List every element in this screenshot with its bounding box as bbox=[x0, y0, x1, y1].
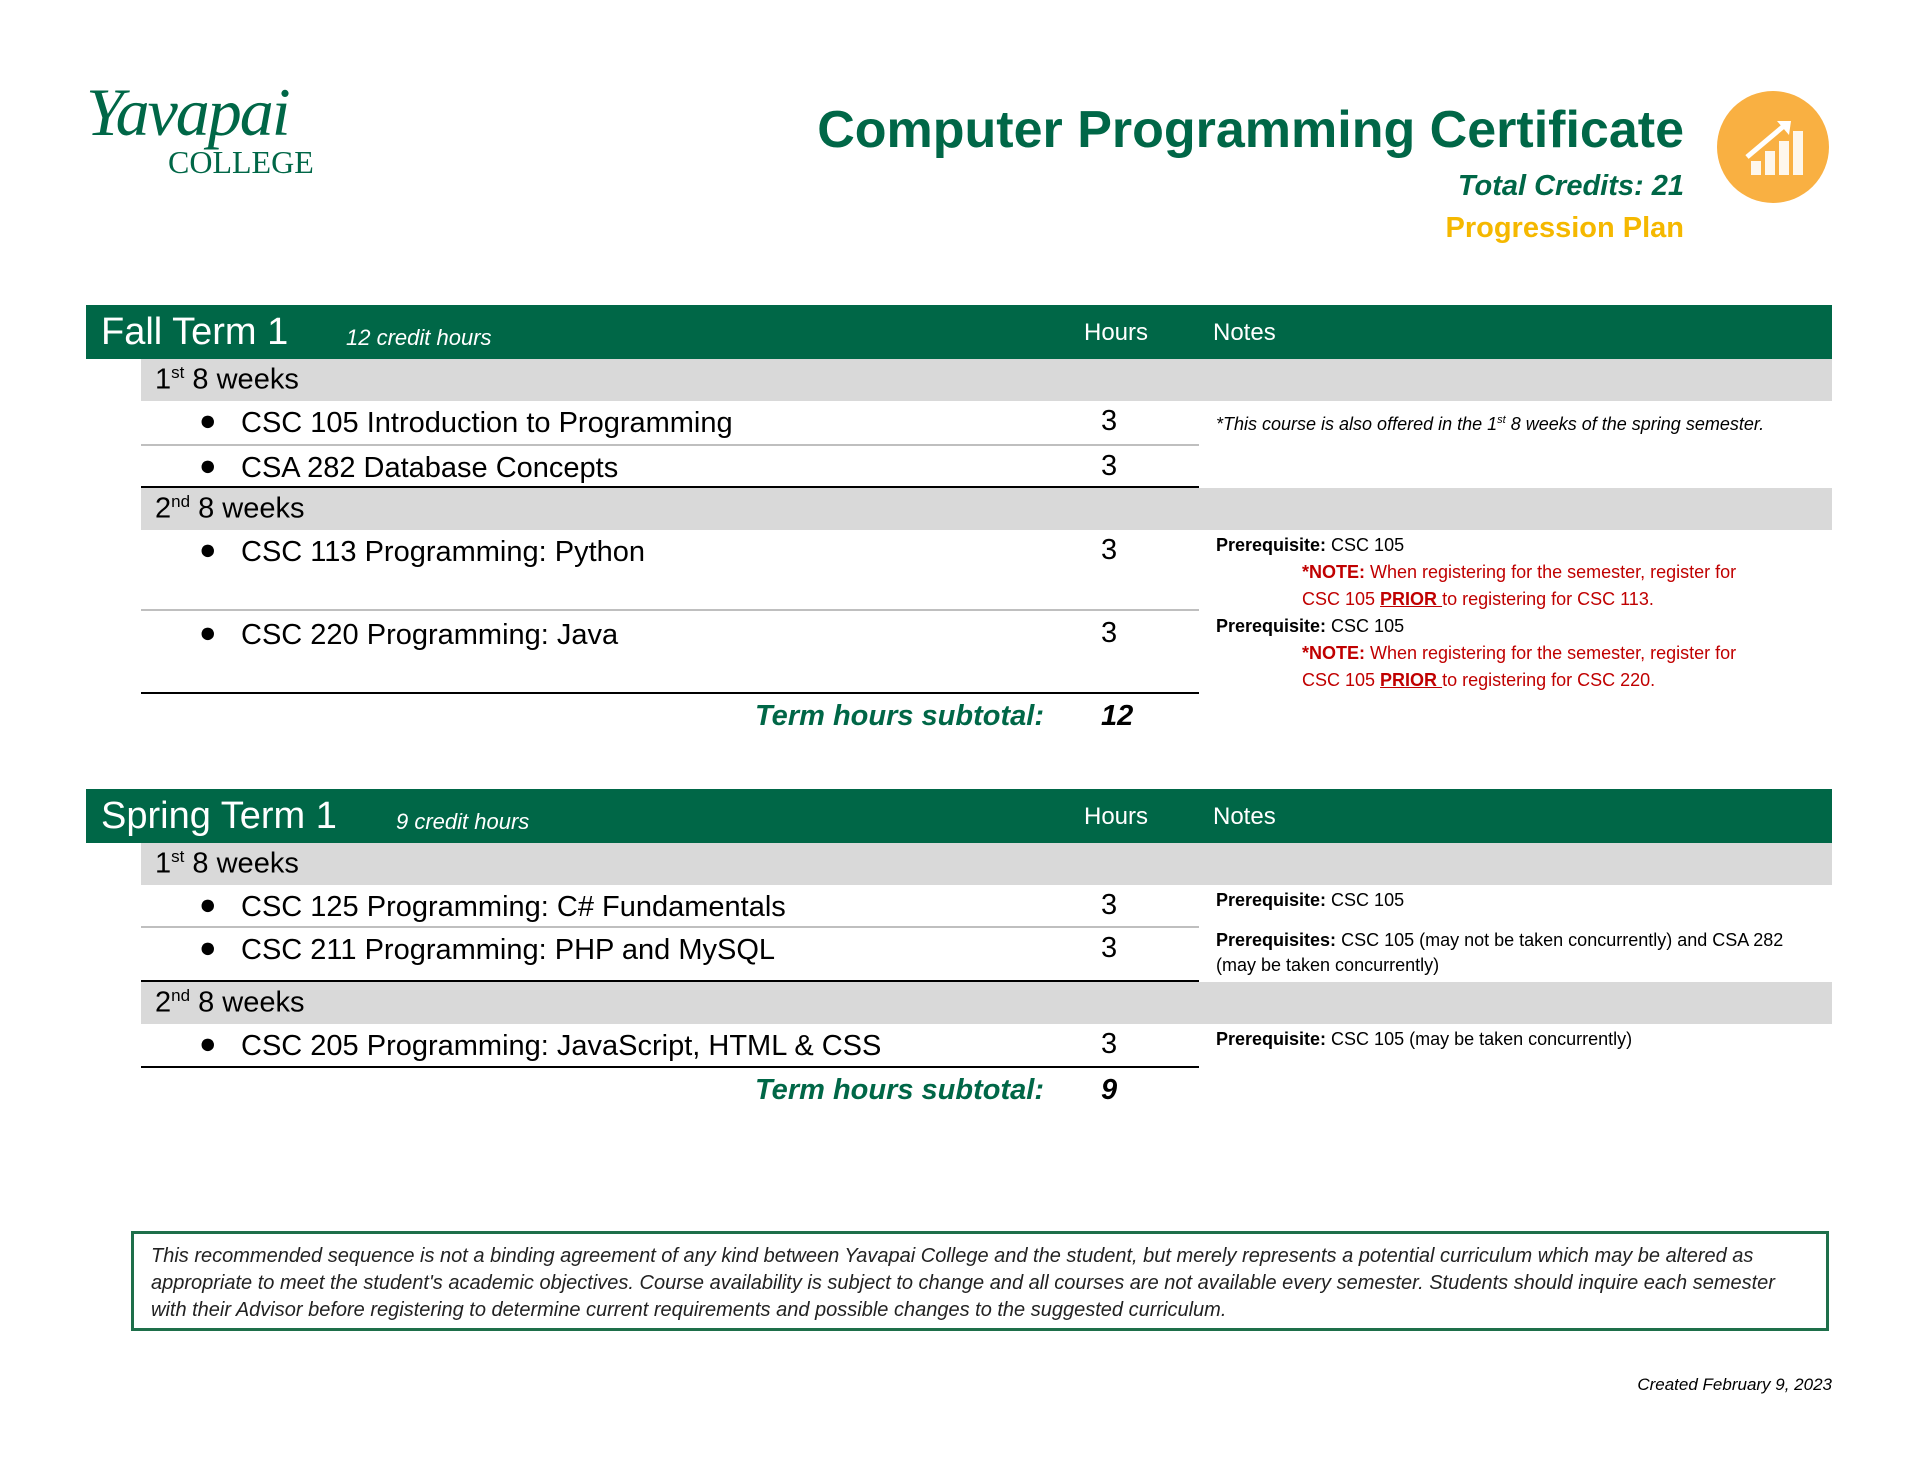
course-name: CSA 282 Database Concepts bbox=[241, 452, 619, 484]
term-credits: 12 credit hours bbox=[346, 325, 492, 350]
college-logo-sub: COLLEGE bbox=[168, 144, 314, 180]
term-subtotal: Term hours subtotal: 9 bbox=[755, 1074, 1118, 1106]
course-hours: 3 bbox=[1101, 1028, 1118, 1060]
hours-header: Hours bbox=[1084, 319, 1149, 346]
fall-term-header bbox=[86, 305, 1832, 359]
course-hours: 3 bbox=[1101, 932, 1118, 964]
course-row: ● CSC 220 Programming: Java 3 Prerequisite: CSC 105 *NOTE: When registering for the semester, register for CSC 105 PRIOR to registering for CSC 220. bbox=[141, 613, 1832, 694]
course-hours: 3 bbox=[1101, 405, 1118, 437]
course-name: CSC 125 Programming: C# Fundamentals bbox=[241, 891, 786, 923]
notes-header: Notes bbox=[1213, 319, 1276, 346]
course-hours: 3 bbox=[1101, 617, 1118, 649]
total-credits: Total Credits: 21 bbox=[1457, 170, 1684, 202]
term-name: Fall Term 1 bbox=[101, 311, 289, 353]
course-hours: 3 bbox=[1101, 889, 1118, 921]
block-header: 2nd 8 weeks bbox=[141, 982, 1832, 1024]
course-name: CSC 211 Programming: PHP and MySQL bbox=[241, 934, 776, 966]
course-hours: 3 bbox=[1101, 450, 1118, 482]
course-hours: 3 bbox=[1101, 534, 1118, 566]
page-title: Computer Programming Certificate bbox=[817, 101, 1684, 159]
chart-growth-icon bbox=[1717, 91, 1829, 203]
course-name: CSC 105 Introduction to Programming bbox=[241, 407, 733, 439]
spring-term-section bbox=[86, 789, 1832, 1114]
course-note: Prerequisite: CSC 105 *NOTE: When registering for the semester, register for CSC 105 PRIOR to registering for CSC 113. bbox=[1216, 535, 1737, 609]
created-date: Created February 9, 2023 bbox=[1637, 1375, 1832, 1394]
course-row: ● CSC 211 Programming: PHP and MySQL 3 Prerequisites: CSC 105 (may not be taken concurrently) and CSA 282 (may be taken concurrently) bbox=[141, 928, 1832, 982]
block-header: 1st 8 weeks bbox=[141, 843, 1832, 885]
block-header: 2nd 8 weeks bbox=[141, 488, 1832, 530]
notes-header: Notes bbox=[1213, 803, 1276, 830]
course-row: ● CSC 125 Programming: C# Fundamentals 3 Prerequisite: CSC 105 bbox=[141, 885, 1832, 928]
hours-header: Hours bbox=[1084, 803, 1149, 830]
course-name: CSC 113 Programming: Python bbox=[241, 536, 646, 568]
college-logo: Yavapai bbox=[86, 74, 289, 150]
term-name: Spring Term 1 bbox=[101, 795, 337, 837]
term-subtotal: Term hours subtotal: 12 bbox=[755, 700, 1134, 732]
course-note: Prerequisite: CSC 105 *NOTE: When registering for the semester, register for CSC 105 PRIOR to registering for CSC 220. bbox=[1216, 616, 1737, 690]
term-credits: 9 credit hours bbox=[396, 809, 530, 834]
course-note: Prerequisite: CSC 105 (may be taken concurrently) bbox=[1216, 1029, 1633, 1049]
course-name: CSC 220 Programming: Java bbox=[241, 619, 619, 651]
course-name: CSC 205 Programming: JavaScript, HTML & CSS bbox=[241, 1030, 882, 1062]
spring-term-header bbox=[86, 789, 1832, 843]
disclaimer-box: This recommended sequence is not a binding agreement of any kind between Yavapai College and the student, but merely represents a potential curriculum which may be altered as appropriate to meet the student's academic objectives. Course availability is subject to change and all courses are not available every semester. Students should inquire each semester with their Advisor before registering to determine current requirements and possible changes to the suggested curriculum. bbox=[131, 1231, 1829, 1331]
block-header: 1st 8 weeks bbox=[141, 359, 1832, 401]
progression-plan-label: Progression Plan bbox=[1445, 212, 1684, 244]
course-note: *This course is also offered in the 1st 8 weeks of the spring semester. bbox=[1216, 414, 1765, 434]
course-row: ● CSC 113 Programming: Python 3 Prerequisite: CSC 105 *NOTE: When registering for the semester, register for CSC 105 PRIOR to registering for CSC 113. bbox=[141, 530, 1832, 613]
course-row: ● CSC 105 Introduction to Programming 3 ● CSA 282 Database Concepts 3 *This course is also offered in the 1st 8 weeks of the spring semester. bbox=[141, 401, 1832, 488]
course-row: ● CSC 205 Programming: JavaScript, HTML & CSS 3 Prerequisite: CSC 105 (may be taken concurrently) bbox=[141, 1024, 1832, 1068]
course-note: Prerequisite: CSC 105 bbox=[1216, 890, 1405, 910]
course-note: Prerequisites: CSC 105 (may not be taken concurrently) and CSA 282 (may be taken concurrently) bbox=[1216, 930, 1784, 975]
fall-term-section bbox=[86, 305, 1832, 740]
